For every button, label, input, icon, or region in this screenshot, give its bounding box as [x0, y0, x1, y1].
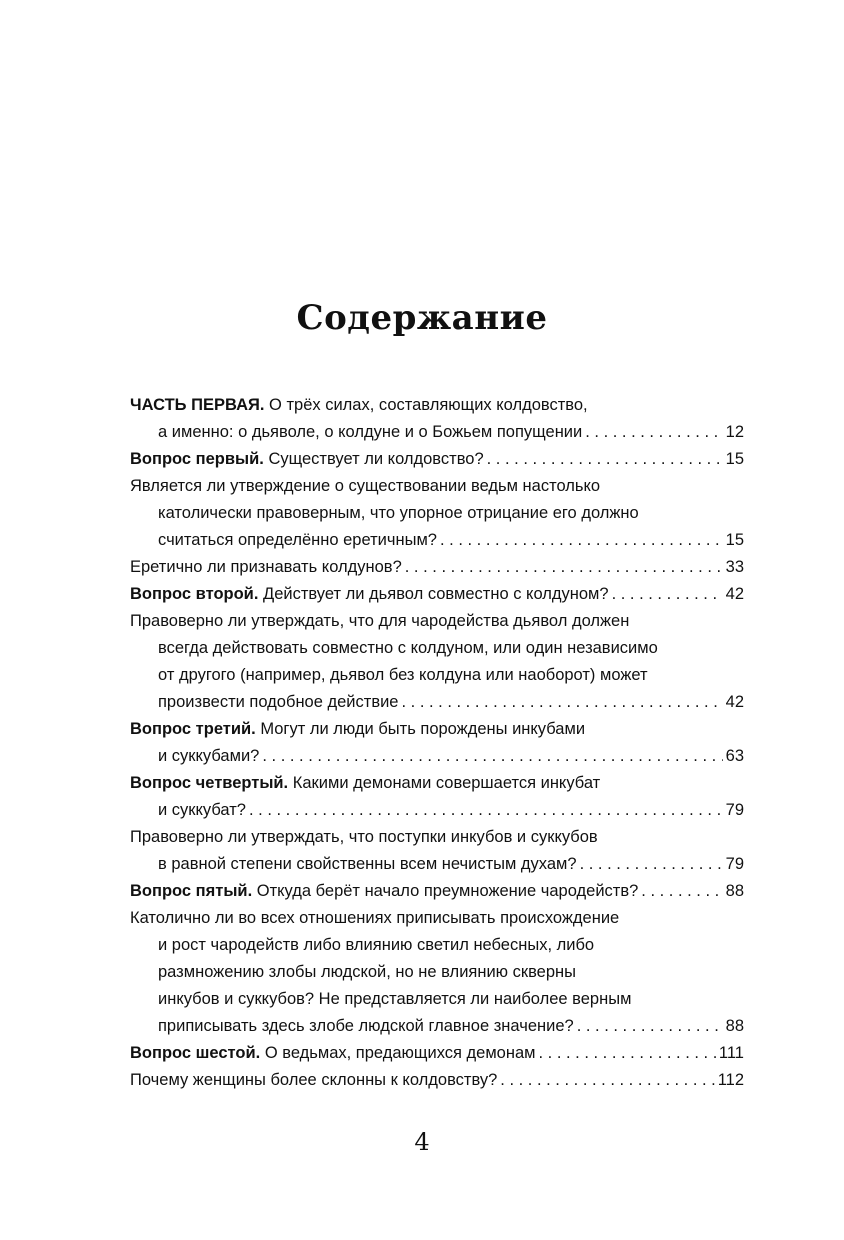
toc-entry-text [158, 689, 398, 716]
toc-entry [130, 878, 744, 905]
dot-leader [641, 878, 722, 905]
toc-entry [130, 419, 744, 446]
toc-entry-title: и суккубат? [158, 801, 246, 819]
toc-page-number: 33 [725, 558, 744, 576]
page-number: 4 [414, 1128, 430, 1156]
toc-entry-text [158, 662, 648, 689]
toc-entry-heading: Вопрос шестой. [130, 1044, 261, 1062]
toc-entry-title: Существует ли колдовство? [268, 450, 484, 468]
toc-entry-heading: Вопрос первый. [130, 450, 264, 468]
toc-entry-text [130, 1040, 536, 1067]
dot-leader [500, 1067, 714, 1094]
toc-entry-title: Почему женщины более склонны к колдовству? [130, 1071, 498, 1089]
dot-leader [612, 581, 723, 608]
toc-entry [130, 797, 744, 824]
toc-entry-text [130, 581, 609, 608]
toc-entry-text [158, 851, 577, 878]
toc-entry-text [158, 635, 658, 662]
toc-entry [130, 527, 744, 554]
toc-entry-title: О трёх силах, составляющих колдовство, [269, 396, 588, 414]
toc-entry-heading: Вопрос третий. [130, 720, 256, 738]
toc-page-number: 88 [725, 882, 744, 900]
toc-entry-text [130, 716, 585, 743]
toc-entry-title: Могут ли люди быть порождены инкубами [260, 720, 586, 738]
toc-entry-title: Какими демонами совершается инкубат [292, 774, 601, 792]
toc-entry-title: католически правоверным, что упорное отрицание его должно [158, 504, 639, 522]
toc-entry-text [130, 554, 402, 581]
toc-entry-title: считаться определённо еретичным? [158, 531, 437, 549]
dot-leader [585, 419, 722, 446]
toc-entry [130, 581, 744, 608]
toc-entry-title: произвести подобное действие [158, 693, 399, 711]
toc-entry-text [130, 1067, 497, 1094]
toc-entry-title: Действует ли дьявол совместно с колдуном? [263, 585, 609, 603]
toc-page-number: 63 [725, 747, 744, 765]
dot-leader [440, 527, 723, 554]
toc-entry-text [158, 1013, 574, 1040]
toc-entry-title: инкубов и суккубов? Не представляется ли наиболее верным [158, 990, 632, 1008]
toc-entry-title: Еретично ли признавать колдунов? [130, 558, 402, 576]
dot-leader [539, 1040, 716, 1067]
toc-entry-title: приписывать здесь злобе людской главное значение? [158, 1017, 574, 1035]
toc-entry-text [130, 770, 600, 797]
toc-entry [130, 743, 744, 770]
toc-entry-text [158, 932, 594, 959]
toc-entry [130, 446, 744, 473]
toc-entry-heading: Вопрос пятый. [130, 882, 253, 900]
toc-entry [130, 635, 744, 662]
toc-page-number: 88 [725, 1017, 744, 1035]
toc-entry-text [158, 419, 582, 446]
toc-entry-title: а именно: о дьяволе, о колдуне и о Божьем попущении [158, 423, 583, 441]
toc-entry-title: и суккубами? [158, 747, 260, 765]
toc-page-number: 112 [717, 1071, 744, 1089]
toc-entry [130, 473, 744, 500]
toc-entry-text [130, 392, 588, 419]
toc-entry [130, 905, 744, 932]
toc-entry-text [130, 473, 600, 500]
toc-entry-text [158, 527, 437, 554]
toc-entry [130, 716, 744, 743]
dot-leader [577, 1013, 723, 1040]
toc-entry [130, 1040, 744, 1067]
toc-entry [130, 554, 744, 581]
toc-page-number: 42 [725, 693, 744, 711]
toc-entry-text [158, 959, 576, 986]
toc-entry-title: в равной степени свойственны всем нечистым духам? [158, 855, 577, 873]
toc-entry [130, 824, 744, 851]
toc-entry [130, 986, 744, 1013]
toc-entry-heading: Вопрос четвертый. [130, 774, 289, 792]
toc-entry [130, 959, 744, 986]
toc-entry [130, 500, 744, 527]
toc-entry-text [158, 986, 631, 1013]
dot-leader [487, 446, 723, 473]
toc-entry-title: и рост чародейств либо влиянию светил небесных, либо [158, 936, 595, 954]
toc-entry-text [130, 824, 598, 851]
toc-entry-text [130, 905, 619, 932]
toc-entry-text [130, 608, 629, 635]
toc-entry-title: Католично ли во всех отношениях приписывать происхождение [130, 909, 620, 927]
toc-entry [130, 662, 744, 689]
toc-entry [130, 608, 744, 635]
toc-page-number: 79 [725, 801, 744, 819]
toc-page-number: 42 [725, 585, 744, 603]
toc-page-number: 111 [718, 1044, 744, 1062]
dot-leader [262, 743, 722, 770]
toc-entry [130, 1013, 744, 1040]
toc-entry-title: размножению злобы людской, но не влиянию скверны [158, 963, 577, 981]
dot-leader [580, 851, 723, 878]
dot-leader [401, 689, 722, 716]
toc-entry [130, 851, 744, 878]
table-of-contents [130, 392, 744, 1094]
toc-page-number: 12 [725, 423, 744, 441]
toc-entry-heading: Вопрос второй. [130, 585, 259, 603]
toc-entry-title: всегда действовать совместно с колдуном, или один независимо [158, 639, 658, 657]
toc-entry-text [158, 797, 246, 824]
toc-entry-title: О ведьмах, предающихся демонам [264, 1044, 536, 1062]
toc-entry-text [158, 500, 639, 527]
toc-entry [130, 689, 744, 716]
toc-entry-title: Правоверно ли утверждать, что для чародейства дьявол должен [130, 612, 630, 630]
toc-entry-title: Является ли утверждение о существовании ведьм настолько [130, 477, 601, 495]
toc-entry-heading: ЧАСТЬ ПЕРВАЯ. [130, 396, 265, 414]
toc-page-number: 79 [725, 855, 744, 873]
toc-entry-title: Правоверно ли утверждать, что поступки инкубов и суккубов [130, 828, 598, 846]
dot-leader [405, 554, 723, 581]
toc-entry-title: Откуда берёт начало преумножение чародейств? [256, 882, 639, 900]
toc-entry [130, 392, 744, 419]
toc-entry [130, 770, 744, 797]
toc-entry-text [130, 878, 638, 905]
dot-leader [249, 797, 723, 824]
toc-entry-title: от другого (например, дьявол без колдуна или наоборот) может [158, 666, 648, 684]
toc-entry [130, 932, 744, 959]
toc-page-number: 15 [725, 531, 744, 549]
toc-entry [130, 1067, 744, 1094]
toc-entry-text [130, 446, 484, 473]
toc-entry-text [158, 743, 259, 770]
toc-page-number: 15 [725, 450, 744, 468]
page-title: Содержание [296, 298, 548, 338]
